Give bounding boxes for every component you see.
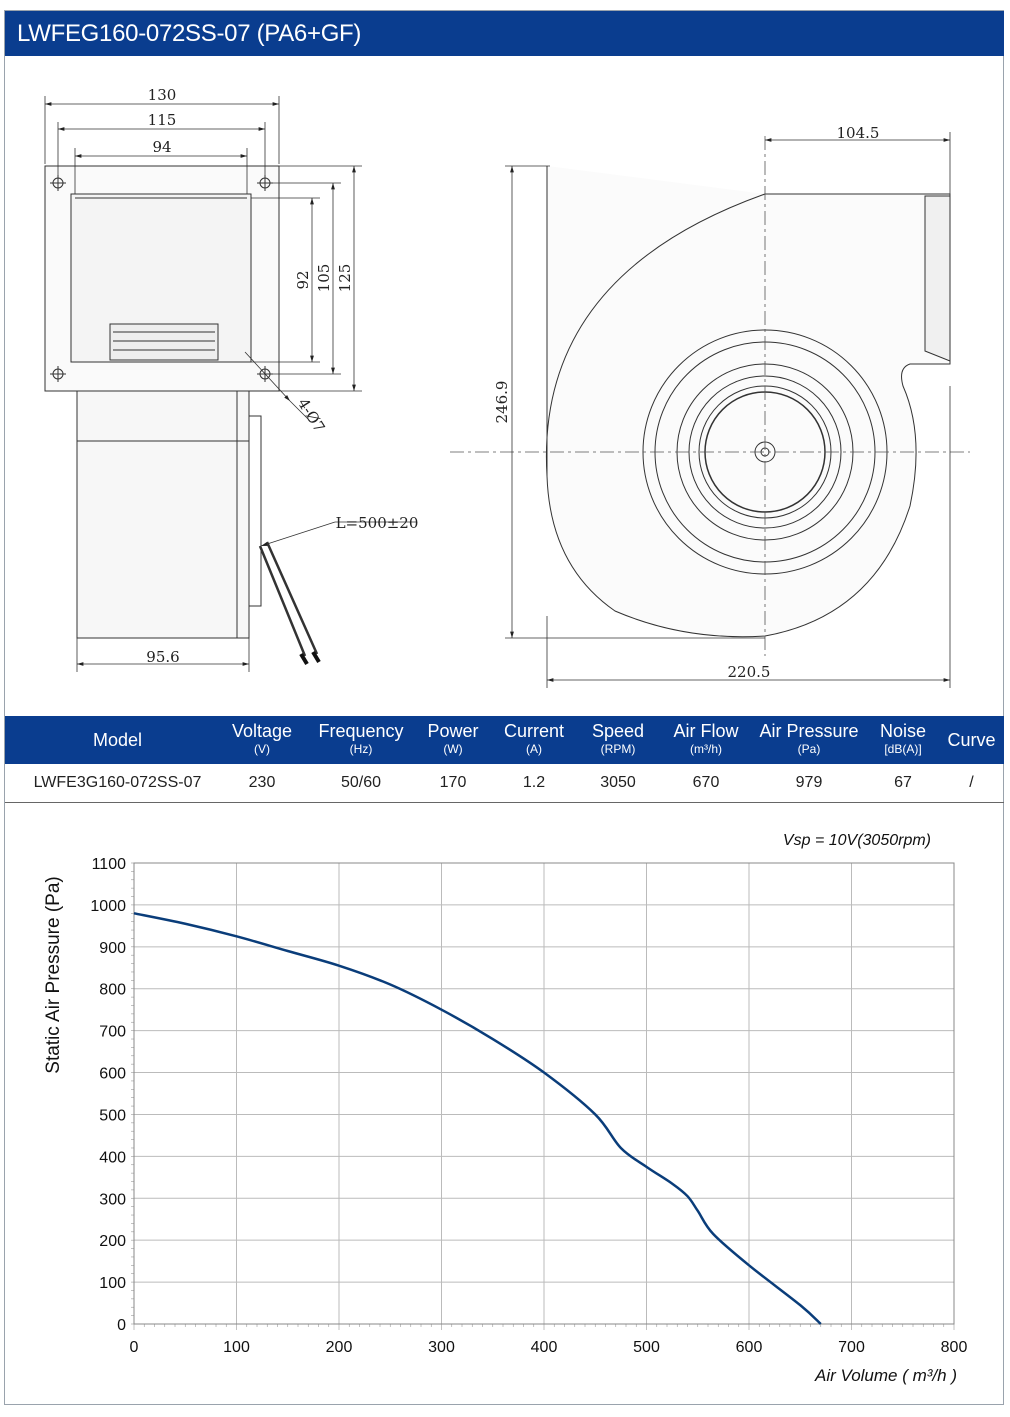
x-tick-label: 800 [940,1339,968,1356]
y-tick-label: 100 [99,1275,126,1293]
technical-drawing [5,56,1004,716]
performance-chart [5,803,1004,1405]
outlet-flange [925,196,950,361]
dim-104-5: 104.5 [836,124,880,142]
dim-95-6: 95.6 [146,648,180,666]
x-tick-label: 600 [735,1339,763,1356]
col-air-pressure: Air Pressure (Pa) [759,721,859,756]
dim-cable-length: L=500±20 [335,514,419,532]
y-tick-label: 300 [99,1191,126,1209]
cell-power: 170 [439,774,467,791]
y-tick-label: 800 [99,981,126,999]
dim-130: 130 [147,86,177,104]
y-tick-label: 0 [117,1317,126,1334]
side-housing [77,391,249,638]
col-current: Current (A) [503,721,565,756]
y-tick-label: 200 [99,1233,126,1251]
y-axis-label: Static Air Pressure (Pa) [43,876,64,1074]
col-curve: Curve [947,730,996,750]
cell-voltage: 230 [248,774,276,791]
col-voltage: Voltage (V) [231,721,293,756]
col-air-flow: Air Flow (m³/h) [673,721,739,756]
chart-annotation: Vsp = 10V(3050rpm) [782,832,931,849]
dim-94: 94 [152,138,172,156]
x-tick-label: 200 [325,1339,353,1356]
cell-noise: 67 [894,774,912,791]
y-tick-label: 1100 [91,856,126,873]
col-model: Model [92,730,143,750]
col-speed: Speed (RPM) [591,721,645,756]
dim-220-5: 220.5 [727,663,771,681]
table-row [5,764,1004,803]
x-tick-label: 100 [223,1339,250,1356]
cell-curve: / [969,774,974,791]
chart-svg [5,803,1004,1405]
y-tick-label: 700 [99,1023,126,1041]
col-noise: Noise [dB(A)] [879,721,927,756]
x-axis-label: Air Volume ( m³/h ) [814,1366,957,1385]
y-tick-label: 400 [99,1149,126,1167]
dim-hole-diameter: 4-Ø7 [293,395,329,436]
col-power: Power (W) [427,721,479,756]
dim-246-9: 246.9 [493,380,511,424]
volute-housing [547,166,950,637]
drawing-svg [5,56,1004,716]
x-tick-label: 400 [530,1339,558,1356]
cell-air-pressure: 979 [795,774,823,791]
dim-105: 105 [315,263,333,293]
y-tick-label: 600 [99,1065,126,1083]
page-title: LWFEG160-072SS-07 (PA6+GF) [5,11,1004,56]
spec-table-header [5,716,1004,764]
y-tick-label: 500 [99,1107,126,1125]
x-tick-label: 0 [129,1339,139,1356]
y-tick-label: 900 [99,939,126,957]
impeller-visible [110,324,218,360]
x-tick-label: 700 [838,1339,865,1356]
cell-air-flow: 670 [692,774,720,791]
cell-speed: 3050 [600,774,636,791]
x-tick-label: 500 [633,1339,660,1356]
cell-frequency: 50/60 [340,774,382,791]
motor-side [249,416,261,606]
dim-92: 92 [294,270,312,290]
x-tick-label: 300 [428,1339,455,1356]
cell-model: LWFE3G160-072SS-07 [33,774,202,791]
y-tick-label: 1000 [90,897,126,915]
dim-125: 125 [336,263,354,293]
cell-current: 1.2 [522,774,546,791]
series-line [134,913,821,1324]
dim-115: 115 [147,111,177,129]
col-frequency: Frequency (Hz) [318,721,404,756]
